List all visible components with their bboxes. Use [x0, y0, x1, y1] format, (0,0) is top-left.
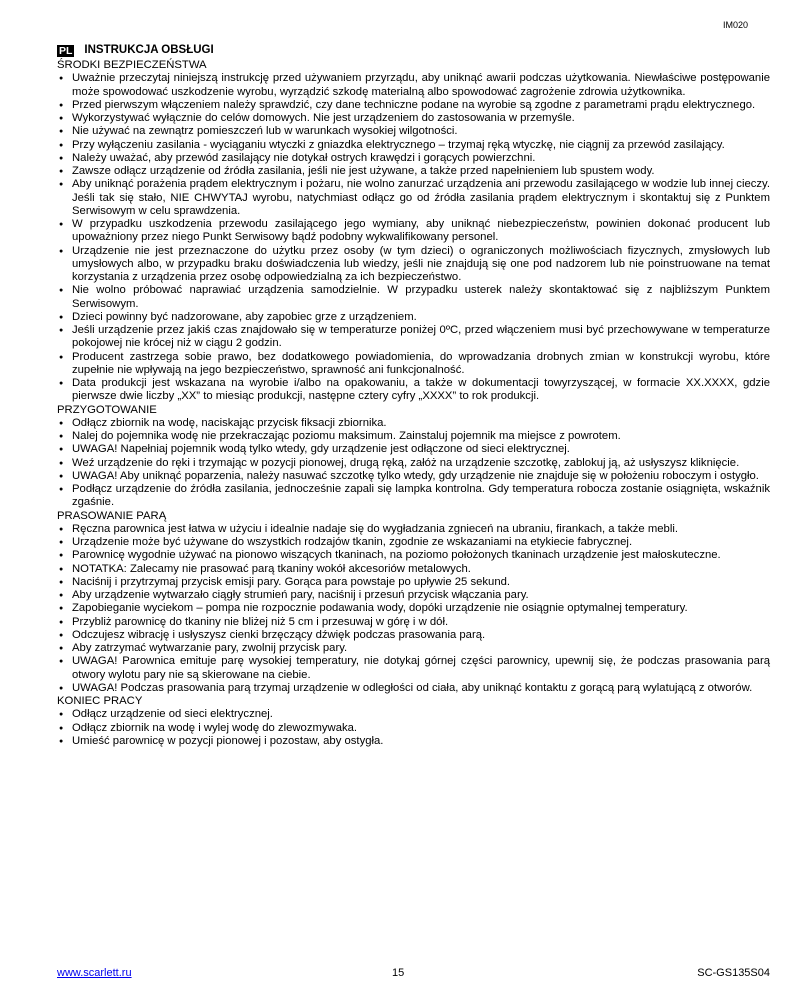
list-item: ● Naciśnij i przytrzymaj przycisk emisji pary. Gorąca para powstaje po upływie 25 sekund.	[57, 576, 770, 589]
list-item: ● NOTATKA: Zalecamy nie prasować parą tkaniny wokół akcesoriów metalowych.	[57, 563, 770, 576]
list-item: ● Odłącz zbiornik na wodę i wylej wodę do zlewozmywaka.	[57, 722, 770, 735]
document-id: IM020	[722, 20, 748, 30]
list-item: ● Odłącz urządzenie od sieci elektrycznej.	[57, 708, 770, 721]
website-link[interactable]: www.scarlett.ru	[57, 967, 132, 979]
page-number: 15	[392, 967, 405, 979]
list-item: ● UWAGA! Parownica emituje parę wysokiej temperatury, nie dotykaj górnej części parownicy, upewnij się, że podczas prasowania parą otwory wylotu pary nie są skierowane na ciebie.	[57, 655, 770, 682]
item-list	[57, 417, 770, 510]
list-item: ● Zawsze odłącz urządzenie od źródła zasilania, jeśli nie jest używane, a także przed napełnieniem lub spustem wody.	[57, 165, 770, 178]
list-item: ● Odłącz zbiornik na wodę, naciskając przycisk fiksacji zbiornika.	[57, 417, 770, 430]
list-item: ● Nie wolno próbować naprawiać urządzenia samodzielnie. W przypadku usterek należy skontaktować się z najbliższym Punktem Serwisowym.	[57, 284, 770, 311]
list-item: ● Aby urządzenie wytwarzało ciągły strumień pary, naciśnij i przesuń przycisk włączania pary.	[57, 589, 770, 602]
list-item: ● Ręczna parownica jest łatwa w użyciu i idealnie nadaje się do wygładzania zgnieceń na ubraniu, firankach, a także mebli.	[57, 523, 770, 536]
list-item: ● Odczujesz wibrację i usłyszysz cienki brzęczący dźwięk podczas prasowania parą.	[57, 629, 770, 642]
model-code: SC-GS135S04	[697, 967, 770, 979]
instruction-page	[57, 44, 770, 748]
list-item: ● UWAGA! Aby uniknąć poparzenia, należy nasuwać szczotkę tylko wtedy, gdy urządzenie nie znajduje się w położeniu roboczym i ostygło.	[57, 470, 770, 483]
list-item: ● Urządzenie może być używane do wszystkich rodzajów tkanin, zgodnie ze wskazaniami na etykiecie fabrycznej.	[57, 536, 770, 549]
list-item: ● Podłącz urządzenie do źródła zasilania, jednocześnie zapali się lampka kontrolna. Gdy temperatura robocza zostanie osiągnięta, wskaźnik zgaśnie.	[57, 483, 770, 510]
list-item: ● Należy uważać, aby przewód zasilający nie dotykał ostrych krawędzi i gorących powierzchni.	[57, 152, 770, 165]
list-item: ● Producent zastrzega sobie prawo, bez dodatkowego powiadomienia, do wprowadzania drobnych zmian w konstrukcji wyrobu, które zupełnie nie wpływają na jego bezpieczeństwo, sprawność ani funkcjonalność.	[57, 351, 770, 378]
item-list	[57, 523, 770, 695]
list-item: ● Przed pierwszym włączeniem należy sprawdzić, czy dane techniczne podane na wyrobie są zgodne z parametrami prądu elektrycznego.	[57, 99, 770, 112]
list-item: ● Nie używać na zewnątrz pomieszczeń lub w warunkach wysokiej wilgotności.	[57, 125, 770, 138]
document-title: INSTRUKCJA OBSŁUGI	[84, 44, 214, 57]
list-item: ● Wykorzystywać wyłącznie do celów domowych. Nie jest urządzeniem do zastosowania w przemyśle.	[57, 112, 770, 125]
item-list	[57, 72, 770, 403]
list-item: ● W przypadku uszkodzenia przewodu zasilającego jego wymiany, aby uniknąć niebezpieczeństw, powinien dokonać producent lub upoważniony przez niego Punkt Serwisowy bądź podobny wykwalifikowany personel.	[57, 218, 770, 245]
section-preparation	[57, 404, 770, 510]
list-item: ● Umieść parownicę w pozycji pionowej i pozostaw, aby ostygła.	[57, 735, 770, 748]
list-item: ● Przybliż parownicę do tkaniny nie bliżej niż 5 cm i przesuwaj w górę i w dół.	[57, 616, 770, 629]
list-item: ● Zapobieganie wyciekom – pompa nie rozpocznie podawania wody, dopóki urządzenie nie osiągnie optymalnej temperatury.	[57, 602, 770, 615]
list-item: ● Data produkcji jest wskazana na wyrobie i/albo na opakowaniu, a także w dokumentacji towyrzyszącej, w formacie XX.XXXX, gdzie pierwsze dwie liczby „XX” to miesiąc produkcji, następne cztery cyfry „XXXX” to rok produkcji.	[57, 377, 770, 404]
list-item: ● Aby uniknąć porażenia prądem elektrycznym i pożaru, nie wolno zanurzać urządzenia ani przewodu zasilającego w wodzie lub innej cieczy. Jeśli tak się stało, NIE CHWYTAJ wyrobu, natychmiast odłącz go od źródła zasilania prądem elektrycznym i skontaktuj się z Punktem Serwisowym w celu sprawdzenia.	[57, 178, 770, 218]
list-item: ● Weź urządzenie do ręki i trzymając w pozycji pionowej, drugą ręką, załóż na urządzenie szczotkę, zablokuj ją, aż usłyszysz kliknięcie.	[57, 457, 770, 470]
section-title: ŚRODKI BEZPIECZEŃSTWA	[57, 59, 207, 71]
list-item: ● UWAGA! Napełniaj pojemnik wodą tylko wtedy, gdy urządzenie jest odłączone od sieci elektrycznej.	[57, 443, 770, 456]
list-item: ● Aby zatrzymać wytwarzanie pary, zwolnij przycisk pary.	[57, 642, 770, 655]
language-badge: PL	[59, 45, 73, 57]
item-list	[57, 708, 770, 748]
section-title: KONIEC PRACY	[57, 695, 143, 707]
section-title: PRASOWANIE PARĄ	[57, 509, 167, 522]
section-safety	[57, 59, 770, 404]
list-item: ● Uważnie przeczytaj niniejszą instrukcję przed używaniem przyrządu, aby uniknąć awarii podczas użytkowania. Niewłaściwe postępowanie może spowodować uszkodzenie wyrobu, wyrządzić szkodę materialną albo spowodować zagrożenie zdrowia użytkownika.	[57, 72, 770, 99]
section-steam-ironing	[57, 510, 770, 696]
list-item: ● Parownicę wygodnie używać na pionowo wiszących tkaninach, na poziomo położonych tkaninach urządzenie jest małoskuteczne.	[57, 549, 770, 562]
list-item: ● Nalej do pojemnika wodę nie przekraczając poziomu maksimum. Zainstaluj pojemnik ma miejsce z powrotem.	[57, 430, 770, 443]
list-item: ● Urządzenie nie jest przeznaczone do użytku przez osoby (w tym dzieci) o ograniczonych możliwościach fizycznych, zmysłowych lub umysłowych albo, w przypadku braku doświadczenia lub wiedzy, jeśli nie znajdują się one pod nadzorem lub nie poinstruowane na temat korzystania z urządzenia przez osobę odpowiedzialną za ich bezpieczeństwo.	[57, 245, 770, 285]
list-item: ● Dzieci powinny być nadzorowane, aby zapobiec grze z urządzeniem.	[57, 311, 770, 324]
list-item: ● Jeśli urządzenie przez jakiś czas znajdowało się w temperaturze poniżej 0ºC, przed włączeniem musi być przechowywane w temperaturze pokojowej nie krócej niż w ciągu 2 godzin.	[57, 324, 770, 351]
list-item: ● UWAGA! Podczas prasowania parą trzymaj urządzenie w odległości od ciała, aby uniknąć kontaktu z gorącą parą wylatującą z otworów.	[57, 682, 770, 695]
title-row	[57, 44, 770, 58]
section-end-of-work	[57, 695, 770, 748]
list-item: ● Przy wyłączeniu zasilania - wyciąganiu wtyczki z gniazdka elektrycznego – trzymaj ręką wtyczkę, nie ciągnij za przewód zasilający.	[57, 139, 770, 152]
section-title: PRZYGOTOWANIE	[57, 403, 157, 416]
